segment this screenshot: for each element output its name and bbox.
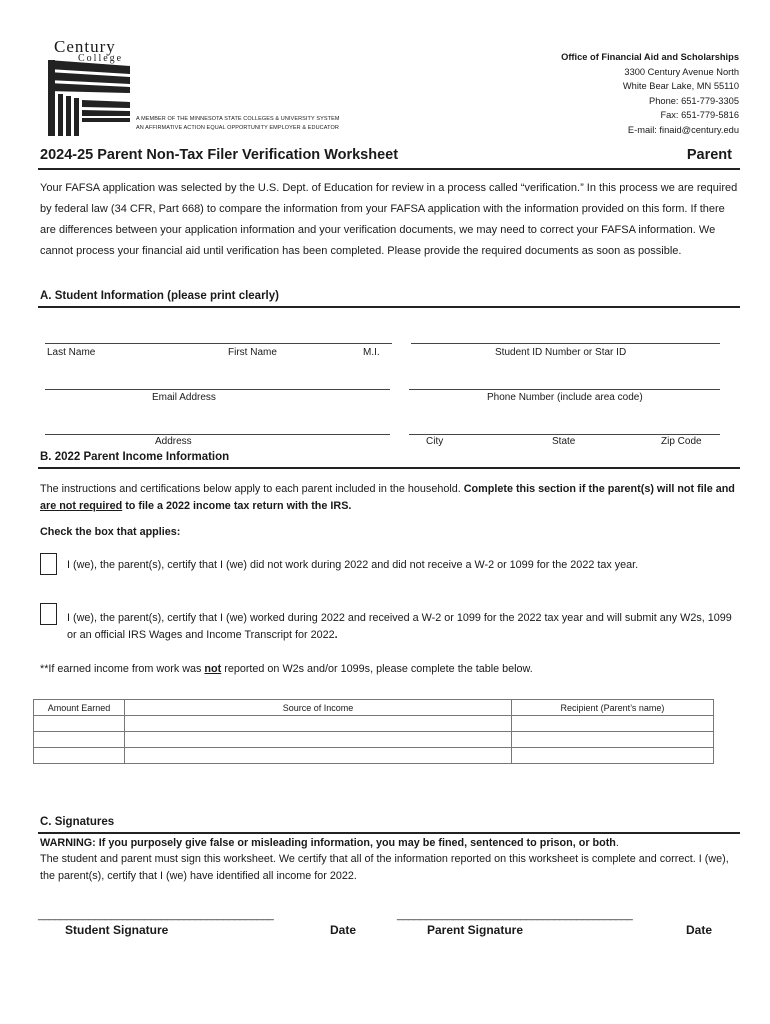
office-fax: Fax: 651-779-5816 xyxy=(660,110,739,120)
warning-text xyxy=(40,835,740,852)
student-signature-line[interactable]: __________________________________________ xyxy=(38,909,274,921)
office-contact-block xyxy=(561,50,739,137)
member-line: A MEMBER OF THE MINNESOTA STATE COLLEGES & UNIVERSITY SYSTEM xyxy=(136,116,340,122)
logo-wordmark-century: Century xyxy=(54,37,116,56)
section-b-divider xyxy=(38,467,740,469)
amount-cell[interactable] xyxy=(34,732,125,748)
page-title: 2024-25 Parent Non-Tax Filer Verification Worksheet xyxy=(40,147,399,163)
earned-income-note xyxy=(40,661,533,678)
note-not-emphasis: not xyxy=(204,663,222,675)
amount-cell[interactable] xyxy=(34,748,125,764)
last-name-label: Last Name xyxy=(47,347,96,358)
recipient-cell[interactable] xyxy=(512,748,714,764)
address-label: Address xyxy=(155,436,192,447)
header-recipient: Recipient (Parent’s name) xyxy=(512,700,714,716)
header-amount-earned: Amount Earned xyxy=(34,700,125,716)
office-address-line2: White Bear Lake, MN 55110 xyxy=(622,81,739,91)
parent-date-label: Date xyxy=(686,923,713,937)
zip-code-label: Zip Code xyxy=(661,436,702,447)
phone-field-line[interactable] xyxy=(409,389,720,390)
worked-checkbox[interactable] xyxy=(40,603,57,625)
table-row xyxy=(34,732,714,748)
section-a-divider xyxy=(38,306,740,308)
amount-cell[interactable] xyxy=(34,716,125,732)
affirmative-action-line: AN AFFIRMATIVE ACTION EQUAL OPPORTUNITY EMPLOYER & EDUCATOR xyxy=(136,125,339,131)
student-signature-label: Student Signature xyxy=(65,923,169,937)
table-header-row xyxy=(34,700,714,716)
first-name-label: First Name xyxy=(228,347,277,358)
student-date-label: Date xyxy=(330,923,357,937)
option-worked xyxy=(67,610,737,644)
office-name: Office of Financial Aid and Scholarships xyxy=(561,52,739,62)
source-cell[interactable] xyxy=(125,748,512,764)
no-work-checkbox[interactable] xyxy=(40,553,57,575)
option-worked-text: I (we), the parent(s), certify that I (we) worked during 2022 and received a W-2 or 1099 for the 2022 tax year and will submit any W2s, 1099 or an official IRS Wages and Income Transcript for 2022 xyxy=(67,612,732,641)
intro-paragraph: Your FAFSA application was selected by the U.S. Dept. of Education for review in a process called “verification.” In this process we are required by federal law (34 CFR, Part 668) to compare the information from your FAFSA application with the information provided on this form. If there are differences between your application information and your verification documents, we may need to correct your FAFSA information. We cannot process your financial aid until verification has been completed. Please provide the required documents as soon as possible. xyxy=(40,182,738,257)
title-divider xyxy=(38,168,740,170)
source-cell[interactable] xyxy=(125,716,512,732)
address-field-line[interactable] xyxy=(45,434,390,435)
instructions-plain: The instructions and certifications below apply to each parent included in the household. xyxy=(40,483,464,495)
instructions-bold-end: to file a 2022 income tax return with the IRS. xyxy=(122,500,352,512)
phone-label: Phone Number (include area code) xyxy=(487,392,643,403)
mi-label: M.I. xyxy=(363,347,380,358)
check-box-label: Check the box that applies: xyxy=(40,526,181,538)
student-id-label: Student ID Number or Star ID xyxy=(495,347,627,358)
logo-wordmark-college: College xyxy=(78,53,124,64)
option-worked-period: . xyxy=(334,629,338,641)
email-field-line[interactable] xyxy=(45,389,390,390)
section-c-divider xyxy=(38,832,740,834)
office-address-line1: 3300 Century Avenue North xyxy=(624,66,739,77)
instructions-bold-underline: are not required xyxy=(40,500,123,512)
income-table xyxy=(33,699,714,764)
recipient-cell[interactable] xyxy=(512,716,714,732)
table-row xyxy=(34,748,714,764)
note-text-end: reported on W2s and/or 1099s, please complete the table below. xyxy=(221,663,533,675)
note-text-start: **If earned income from work was xyxy=(40,663,205,675)
parent-signature-line[interactable]: __________________________________________ xyxy=(397,909,633,921)
recipient-cell[interactable] xyxy=(512,732,714,748)
state-label: State xyxy=(552,436,576,447)
email-label: Email Address xyxy=(152,392,216,403)
page-title-tag: Parent xyxy=(686,147,732,163)
instructions-bold: Complete this section if the parent(s) will not file and xyxy=(463,483,735,495)
warning-main: WARNING: If you purposely give false or misleading information, you may be fined, sentenced to prison, or both xyxy=(40,837,616,849)
section-a-heading: A. Student Information (please print clearly) xyxy=(40,290,279,302)
warning-period: . xyxy=(615,837,619,849)
city-label: City xyxy=(426,436,444,447)
office-phone: Phone: 651-779-3305 xyxy=(649,95,739,106)
header-source-of-income: Source of Income xyxy=(125,700,512,716)
century-college-logo-icon xyxy=(48,60,130,136)
section-c-heading: C. Signatures xyxy=(40,816,115,828)
certification-text: The student and parent must sign this worksheet. We certify that all of the information reported on this worksheet is complete and correct. I (we), the parent(s), certify that I (we) have identified all income for 2022. xyxy=(40,853,729,882)
city-state-zip-field-line[interactable] xyxy=(409,434,720,435)
office-email: E-mail: finaid@century.edu xyxy=(627,124,739,135)
parent-signature-label: Parent Signature xyxy=(427,923,524,937)
name-field-line[interactable] xyxy=(45,343,392,344)
section-b-heading: B. 2022 Parent Income Information xyxy=(40,451,230,463)
student-id-field-line[interactable] xyxy=(411,343,720,344)
option-did-not-work: I (we), the parent(s), certify that I (we) did not work during 2022 and did not receive a W-2 or 1099 for the 2022 tax year. xyxy=(67,559,639,571)
table-row xyxy=(34,716,714,732)
source-cell[interactable] xyxy=(125,732,512,748)
section-b-instructions xyxy=(40,481,740,515)
